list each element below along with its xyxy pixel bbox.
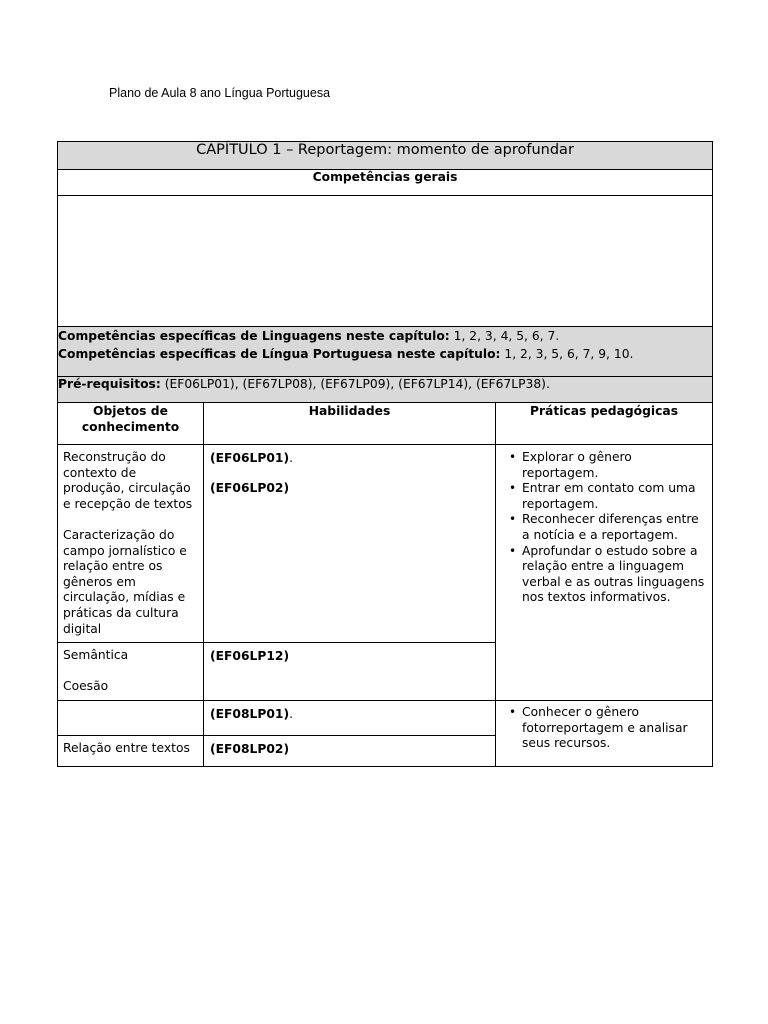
lesson-plan-table [57,141,713,767]
praticas-list [502,705,706,752]
list-item: • Entrar em contato com uma reportagem. [522,481,706,512]
general-competencies-row [58,170,713,196]
specific-linguagens-label: Competências específicas de Linguagens neste capítulo: [58,329,450,343]
table-row [58,701,713,736]
specific-lingua-portuguesa-label: Competências específicas de Língua Portuguesa neste capítulo: [58,347,501,361]
habilidade-suffix: . [289,707,294,722]
praticas-list [502,450,706,606]
specific-lingua-portuguesa-line [58,345,712,363]
column-header-row [58,403,713,445]
column-header-objetos [58,403,204,445]
objeto-item: Relação entre textos [63,741,190,756]
objetos-cell-empty [58,701,204,736]
column-header-habilidades: Habilidades [204,403,496,445]
habilidade-code: (EF06LP01) [210,451,290,465]
habilidades-cell [204,701,496,736]
prerequisites-value: (EF06LP01), (EF67LP08), (EF67LP09), (EF67LP14), (EF67LP38). [160,377,550,391]
column-header-objetos-text: Objetos de conhecimento [81,404,180,434]
habilidades-cell [204,445,496,643]
habilidade-code: (EF06LP02) [210,481,290,495]
objetos-cell [58,643,204,701]
habilidade-code: (EF08LP02) [210,742,290,757]
table-row [58,445,713,643]
objeto-item: Reconstrução do contexto de produção, circulação e recepção de textos [63,450,193,511]
objeto-item: Coesão [63,679,109,694]
column-header-praticas: Práticas pedagógicas [496,403,713,445]
habilidade-code-line [210,451,489,465]
list-item: • Reconhecer diferenças entre a notícia e a reportagem. [522,512,706,543]
objetos-cell [58,736,204,767]
praticas-cell [496,701,713,767]
praticas-cell [496,445,713,701]
prerequisites-row [58,377,713,403]
objetos-cell [58,445,204,643]
chapter-title-row [58,142,713,170]
habilidades-cell [204,736,496,767]
habilidade-code: (EF06LP12) [210,649,290,664]
specific-competencies-row [58,327,713,377]
habilidade-code: (EF08LP01) [210,707,290,722]
specific-linguagens-value: 1, 2, 3, 4, 5, 6, 7. [449,329,560,343]
list-item: • Conhecer o gênero fotorreportagem e analisar seus recursos. [522,705,706,752]
habilidade-suffix: . [289,451,294,465]
specific-linguagens-line [58,327,712,345]
list-item: • Explorar o gênero reportagem. [522,450,706,481]
objeto-item: Caracterização do campo jornalístico e relação entre os gêneros em circulação, mídias e práticas da cultura digital [63,527,187,636]
specific-competencies-cell [58,327,713,377]
objeto-item: Semântica [63,648,129,663]
general-competencies-content-row [58,196,713,327]
prerequisites-label: Pré-requisitos: [58,377,161,391]
prerequisites-cell [58,377,713,403]
general-competencies-content [58,196,713,327]
chapter-title: CAPÍTULO 1 – Reportagem: momento de aprofundar [58,142,713,170]
specific-lingua-portuguesa-value: 1, 2, 3, 5, 6, 7, 9, 10. [500,347,634,361]
list-item: • Aprofundar o estudo sobre a relação entre a linguagem verbal e as outras linguagens nos textos informativos. [522,544,706,606]
document-title: Plano de Aula 8 ano Língua Portuguesa [109,86,331,100]
general-competencies-label: Competências gerais [58,170,713,196]
habilidades-cell [204,643,496,701]
